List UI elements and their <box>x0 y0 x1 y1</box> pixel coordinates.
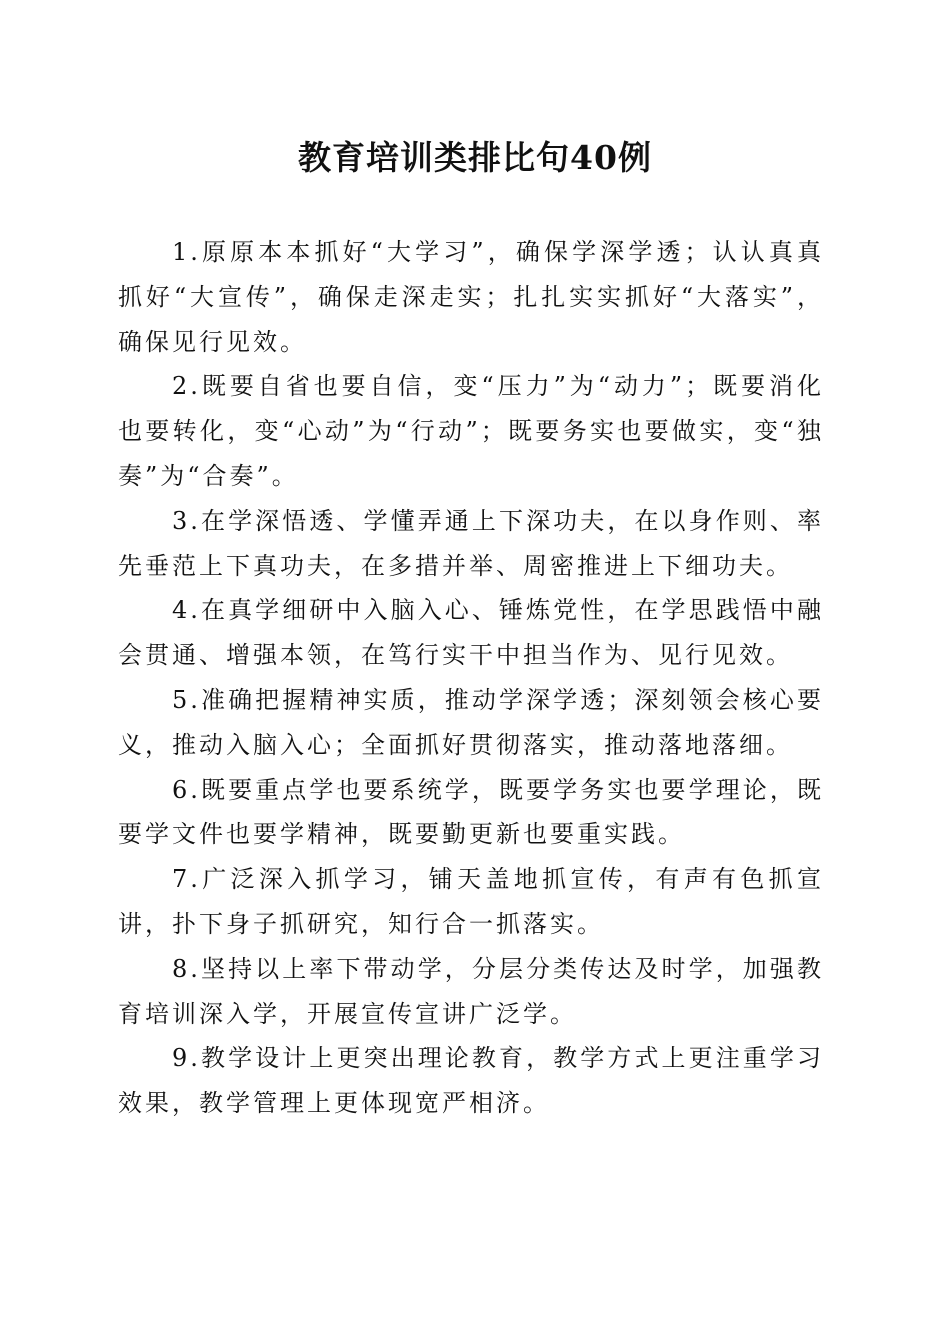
paragraph-1: 1.原原本本抓好“大学习”，确保学深学透；认认真真抓好“大宣传”，确保走深走实；扎扎实实抓好“大落实”，确保见行见效。 <box>118 238 824 356</box>
paragraph-9: 9.教学设计上更突出理论教育，教学方式上更注重学习效果，教学管理上更体现宽严相济。 <box>118 1044 824 1118</box>
paragraph-6: 6.既要重点学也要系统学，既要学务实也要学理论，既要学文件也要学精神，既要勤更新也要重实践。 <box>118 775 824 849</box>
paragraph-3: 3.在学深悟透、学懂弄通上下深功夫，在以身作则、率先垂范上下真功夫，在多措并举、周密推进上下细功夫。 <box>118 506 824 580</box>
document-body <box>118 230 824 1126</box>
paragraph-4: 4.在真学细研中入脑入心、锤炼党性，在学思践悟中融会贯通、增强本领，在笃行实干中担当作为、见行见效。 <box>118 596 824 670</box>
paragraph-5: 5.准确把握精神实质，推动学深学透；深刻领会核心要义，推动入脑入心；全面抓好贯彻落实，推动落地落细。 <box>118 685 824 759</box>
paragraph-7: 7.广泛深入抓学习，铺天盖地抓宣传，有声有色抓宣讲，扑下身子抓研究，知行合一抓落实。 <box>118 865 824 938</box>
paragraph-2: 2.既要自省也要自信，变“压力”为“动力”；既要消化也要转化，变“心动”为“行动”；既要务实也要做实，变“独奏”为“合奏”。 <box>118 372 824 490</box>
paragraph-8: 8.坚持以上率下带动学，分层分类传达及时学，加强教育培训深入学，开展宣传宣讲广泛学。 <box>118 954 824 1028</box>
document-title: 教育培训类排比句40例 <box>298 138 652 177</box>
